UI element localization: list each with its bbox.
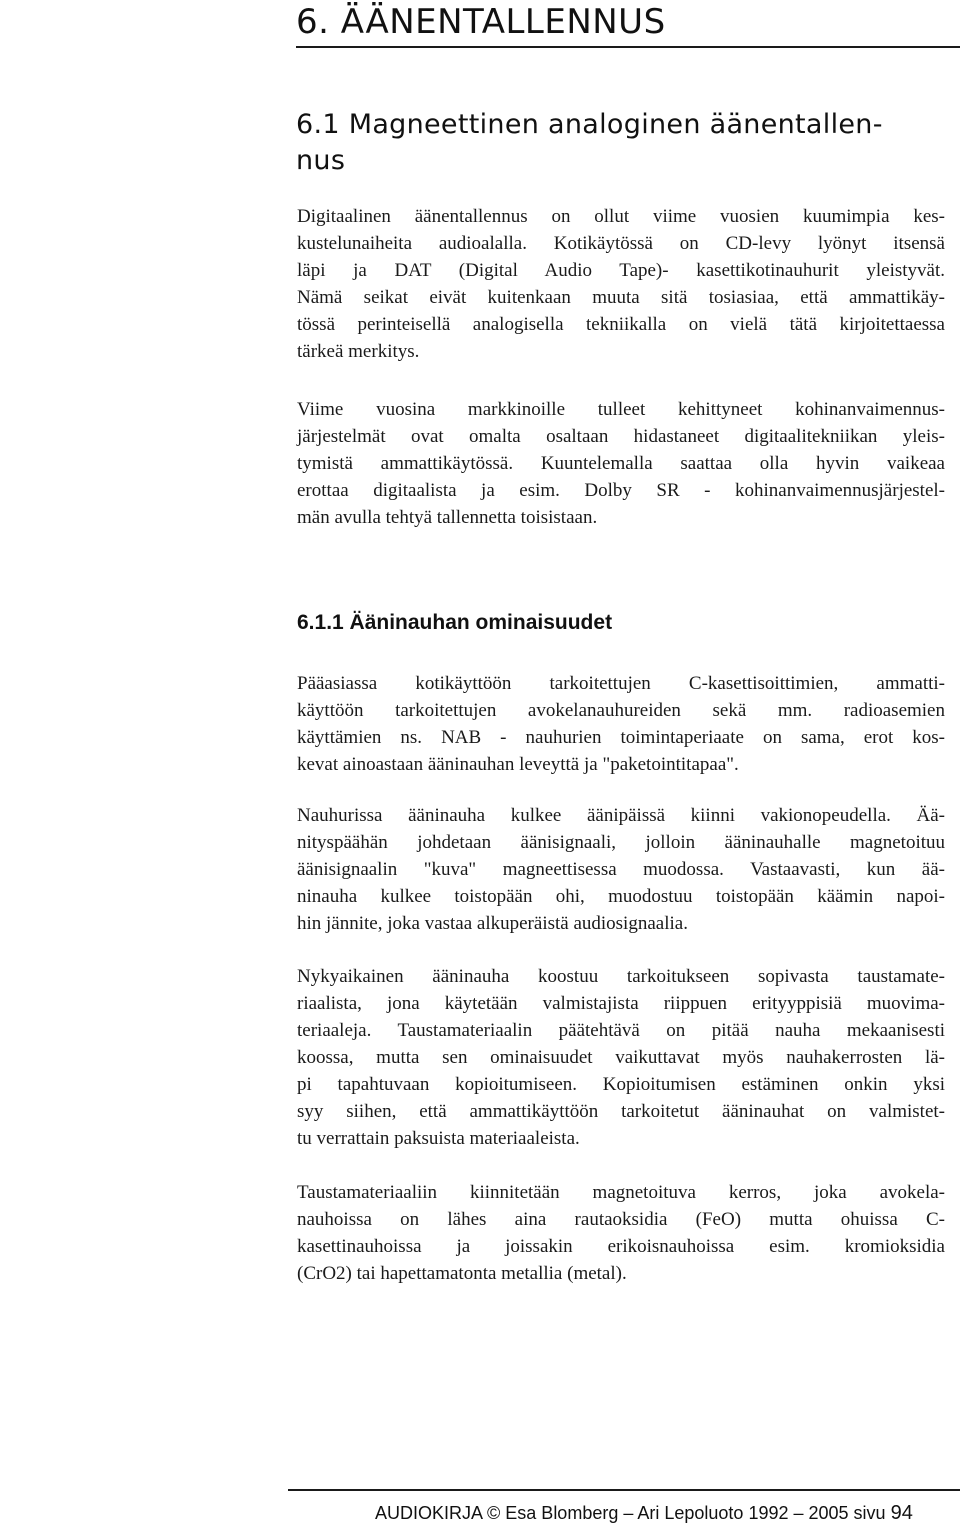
text-line: järjestelmät ovat omalta osaltaan hidastaneet digitaalitekniikan yleis- — [297, 426, 945, 447]
text-line: teriaaleja. Taustamateriaalin päätehtävä on pitää nauha mekaanisesti — [297, 1020, 945, 1041]
footer-rule — [288, 1489, 960, 1491]
text-line: tu verrattain paksuista materiaaleista. — [297, 1128, 580, 1149]
text-line: pi tapahtuvaan kopioitumiseen. Kopioitumisen estäminen onkin yksi — [297, 1074, 945, 1095]
text-line: käyttämien ns. NAB - nauhurien toimintaperiaate on sama, erot kos- — [297, 727, 945, 748]
paragraph-noise-reduction — [297, 396, 945, 531]
text-line: Pääasiassa kotikäyttöön tarkoitettujen C-kasettisoittimien, ammatti- — [297, 673, 945, 694]
text-line: läpi ja DAT (Digital Audio Tape)- kasettikotinauhurit yleistyvät. — [297, 260, 945, 281]
text-line: tössä perinteisellä analogisella tekniikalla on vielä tätä kirjoitettaessa — [297, 314, 945, 335]
header-rule — [296, 46, 960, 48]
text-line: Digitaalinen äänentallennus on ollut viime vuosien kuumimpia kes- — [297, 206, 945, 227]
text-line: tymistä ammattikäytössä. Kuuntelemalla saattaa olla hyvin vaikeaa — [297, 453, 945, 474]
text-line: kasettinauhoissa ja joissakin erikoisnauhoissa esim. kromioksidia — [297, 1236, 945, 1257]
text-line: äänisignaalin "kuva" magneettisessa muodossa. Vastaavasti, kun ää- — [297, 859, 945, 880]
paragraph-tape-recorders — [297, 670, 945, 778]
text-line: (CrO2) tai hapettamatonta metallia (metal). — [297, 1263, 627, 1284]
text-line: koossa, mutta sen ominaisuudet vaikuttavat myös nauhakerrosten lä- — [297, 1047, 945, 1068]
section-title-line: 6.1 Magneettinen analoginen äänentallen- — [296, 109, 883, 140]
chapter-title: 6. ÄÄNENTALLENNUS — [296, 2, 666, 42]
paragraph-magnetic-layer — [297, 1179, 945, 1287]
text-line: ninauha kulkee toistopään ohi, muodostuu toistopään käämin napoi- — [297, 886, 945, 907]
text-line: kevat ainoastaan ääninauhan leveyttä ja "paketointitapaa". — [297, 754, 739, 775]
text-line: Nämä seikat eivät kuitenkaan muuta sitä tosiasiaa, että ammattikäy- — [297, 287, 945, 308]
text-line: nauhoissa on lähes aina rautaoksidia (FeO) mutta ohuissa C- — [297, 1209, 945, 1230]
text-line: Nauhurissa ääninauha kulkee äänipäissä kiinni vakionopeudella. Ää- — [297, 805, 945, 826]
page-footer — [375, 1500, 913, 1526]
text-line: Taustamateriaaliin kiinnitetään magnetoituva kerros, joka avokela- — [297, 1182, 945, 1203]
footer-text: AUDIOKIRJA © Esa Blomberg – Ari Lepoluoto 1992 – 2005 sivu — [375, 1503, 886, 1523]
text-line: män avulla tehtyä tallennetta toisistaan. — [297, 507, 598, 528]
paragraph-intro — [297, 203, 945, 365]
text-line: nityspäähän johdetaan äänisignaali, jolloin ääninauhalle magnetoituu — [297, 832, 945, 853]
text-line: erottaa digitaalista ja esim. Dolby SR - kohinanvaimennusjärjestel- — [297, 480, 945, 501]
text-line: tärkeä merkitys. — [297, 341, 420, 362]
text-line: käyttöön tarkoitettujen avokelanauhureiden sekä mm. radioasemien — [297, 700, 945, 721]
subsection-title: 6.1.1 Ääninauhan ominaisuudet — [297, 611, 613, 634]
text-line: syy siihen, että ammattikäyttöön tarkoitetut ääninauhat on valmistet- — [297, 1101, 945, 1122]
page-number: 94 — [890, 1502, 913, 1524]
section-title-line: nus — [296, 145, 346, 176]
paragraph-recording-heads — [297, 802, 945, 937]
section-title — [296, 107, 936, 179]
text-line: hin jännite, joka vastaa alkuperäistä audiosignaalia. — [297, 913, 688, 934]
text-line: riaalista, jona käytetään valmistajista riippuen erityyppisiä muovima- — [297, 993, 945, 1014]
text-line: Nykyaikainen ääninauha koostuu tarkoitukseen sopivasta taustamate- — [297, 966, 945, 987]
text-line: Viime vuosina markkinoille tulleet kehittyneet kohinanvaimennus- — [297, 399, 945, 420]
paragraph-base-material — [297, 963, 945, 1152]
text-line: kustelunaiheita audioalalla. Kotikäytössä on CD-levy lyönyt itsensä — [297, 233, 945, 254]
